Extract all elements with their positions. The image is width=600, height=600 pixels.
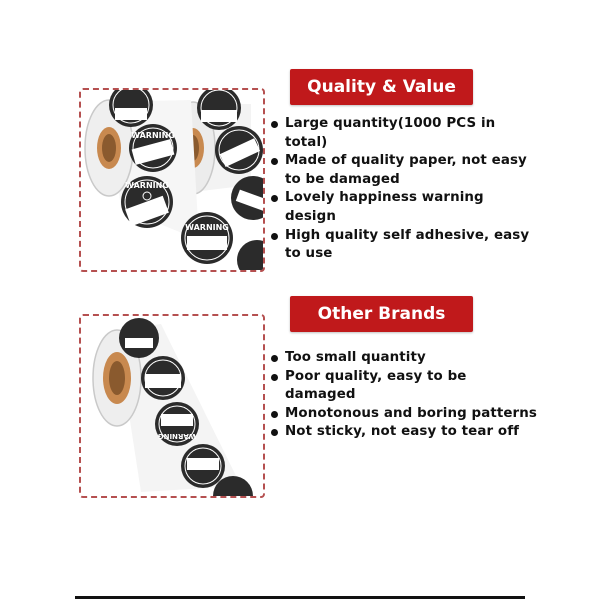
other-brands-banner xyxy=(290,296,473,332)
quality-value-banner xyxy=(290,69,473,105)
bullet-icon xyxy=(271,233,278,240)
sticker-heading: WARNING xyxy=(157,432,197,440)
bullet-text: Lovely happiness warning design xyxy=(285,190,484,224)
warning-sticker xyxy=(181,212,233,264)
sticker-heading: WARNING xyxy=(125,181,169,190)
warning-sticker xyxy=(141,356,185,400)
other-brands-product-image xyxy=(79,314,265,498)
bullet-text: High quality self adhesive, easy to use xyxy=(285,227,530,262)
other-brands-title: Other Brands xyxy=(317,304,446,324)
quality-bullet-item xyxy=(269,189,539,226)
warning-sticker xyxy=(121,176,173,228)
warning-sticker xyxy=(119,318,159,358)
bullet-icon xyxy=(271,429,278,436)
sticker-heading: WARNING xyxy=(185,223,229,232)
other-bullet-item xyxy=(269,368,539,405)
bullet-icon xyxy=(271,355,278,362)
quality-bullet-list xyxy=(269,115,539,264)
bullet-text: Too small quantity xyxy=(285,350,426,365)
other-brands-bullet-list xyxy=(269,349,539,442)
quality-bullet-item xyxy=(269,115,539,152)
warning-sticker xyxy=(237,240,263,270)
bullet-icon xyxy=(271,374,278,381)
other-bullet-item xyxy=(269,423,539,442)
other-bullet-item xyxy=(269,405,539,424)
bullet-text: Monotonous and boring patterns xyxy=(285,405,537,421)
bullet-text: Made of quality paper, not easy to be damaged xyxy=(285,153,527,187)
quality-value-title: Quality & Value xyxy=(307,77,456,97)
quality-bullet-item xyxy=(269,227,539,264)
bullet-text: Not sticky, not easy to tear off xyxy=(285,424,520,440)
bullet-icon xyxy=(271,121,278,128)
other-bullet-item xyxy=(269,349,539,368)
sticker-heading: WARNING xyxy=(131,131,175,140)
bottom-divider xyxy=(75,596,525,599)
quality-bullet-item xyxy=(269,152,539,189)
bullet-icon xyxy=(271,158,278,165)
bullet-icon xyxy=(271,195,278,202)
bullet-text: Poor quality, easy to be damaged xyxy=(285,368,467,403)
warning-sticker xyxy=(215,126,263,174)
warning-sticker xyxy=(155,402,199,446)
quality-product-image xyxy=(79,88,265,272)
bullet-text: Large quantity(1000 PCS in total) xyxy=(285,116,496,150)
bullet-icon xyxy=(271,411,278,418)
warning-sticker xyxy=(181,444,225,488)
warning-sticker xyxy=(129,124,177,172)
